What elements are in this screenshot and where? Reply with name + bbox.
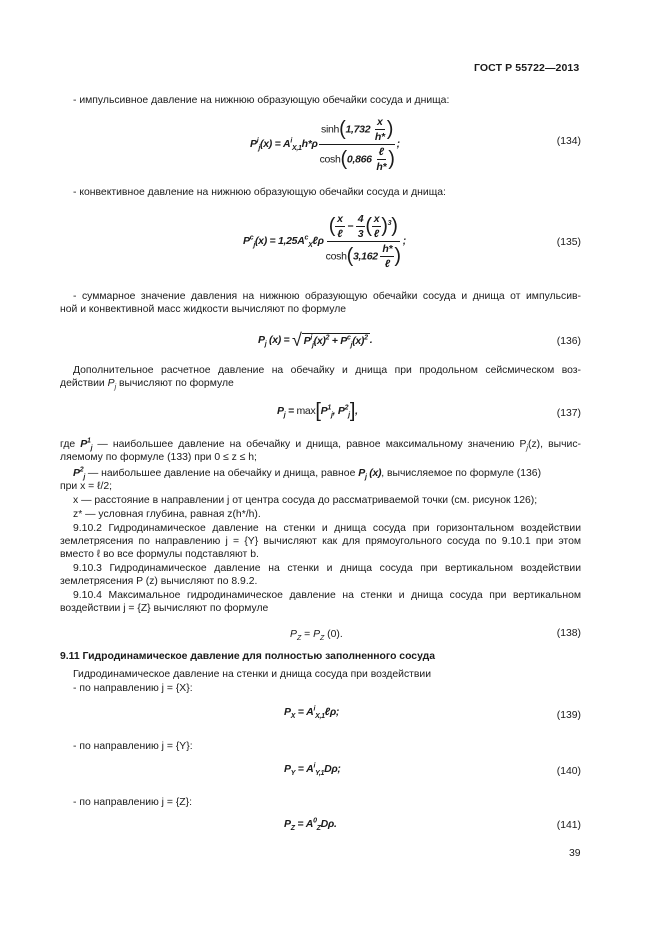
equation-number-136: (136) <box>556 336 581 347</box>
equation-number-135: (135) <box>556 237 581 248</box>
clause-9-10-4-line1: 9.10.4 Максимальное гидродинамическое давление на стенки и днища сосуда при вертикальном <box>73 590 581 601</box>
definition-p2-line1: $P^2_j$ — наибольшее давление на обечайку и днища, равное $P_j$ (x), вычисляемое по формуле (136) <box>73 466 542 482</box>
direction-z: - по направлению j = {Z}: <box>73 797 193 808</box>
equation-136: $P_j$ (x) = √ $P^i_j(x)^2 + P^c_j(x)^2$ . <box>258 329 373 350</box>
paragraph-total-2: ной и конвективной масс жидкости вычисляют по формуле <box>60 304 347 315</box>
equation-number-141: (141) <box>556 820 581 831</box>
clause-9-10-2-line1: 9.10.2 Гидродинамическое давление на стенки и днища сосуда при горизонтальном воздействии <box>73 523 581 534</box>
clause-9-10-3-line1: 9.10.3 Гидродинамическое давление на стенки и днища сосуда при вертикальном воздействии <box>73 563 581 574</box>
clause-9-10-2-line2: землетрясения по направлению j = {Y} вычисляют как для прямоугольного сосуда по 9.10.1 при этом <box>60 536 581 547</box>
equation-139: $P_X$ = $A^i_{X,1}\ell\rho$; <box>284 705 340 721</box>
equation-number-139: (139) <box>556 710 581 721</box>
equation-number-138: (138) <box>556 628 581 639</box>
paragraph-additional-2: действии $P_j$ вычисляют по формуле <box>60 378 234 392</box>
equation-134: $P^i_j(x) = A^i_{X,1}h*\rho$ sinh(1,732 $\frac{x}{h*}$ ) cosh(0,866 $\frac{\text{ℓ}}{h*}$ ) ; <box>250 115 400 173</box>
paragraph-impulsive: - импульсивное давление на нижнюю образующую обечайки сосуда и днища: <box>73 95 450 106</box>
section-title-9-11: 9.11 Гидродинамическое давление для полностью заполненного сосуда <box>60 651 435 662</box>
equation-135: $P^c_j(x)$ = $1,25A^c_X\ell\rho$ ( $\frac{x}{\text{ℓ}}$ − $\frac{4}{3}$ ( $\frac{x}{\text{ℓ}}$ )$^3$) cosh(3,162 $\frac{h*}{\text{ℓ}}$ ) ; <box>243 212 406 270</box>
paragraph-total-1: - суммарное значение давления на нижнюю образующую обечайки сосуда и днища от импульсив- <box>73 291 581 302</box>
page-number: 39 <box>569 848 581 859</box>
equation-number-137: (137) <box>556 408 581 419</box>
definition-x: x — расстояние в направлении j от центра сосуда до рассматриваемой точки (см. рисунок 126); <box>73 495 538 506</box>
standard-header: ГОСТ Р 55722—2013 <box>474 62 580 74</box>
clause-9-10-4-line2: воздействии j = {Z} вычисляют по формуле <box>60 603 269 614</box>
definition-p1-line2: ляемому по формуле (133) при 0 ≤ z ≤ h; <box>60 452 257 463</box>
definition-z: z* — условная глубина, равная z(h*/h). <box>73 509 261 520</box>
equation-140: $P_Y = A^i_{Y,1}D\rho$; <box>284 762 341 778</box>
direction-x: - по направлению j = {X}: <box>73 683 193 694</box>
paragraph-convective: - конвективное давление на нижнюю образующую обечайки сосуда и днища: <box>73 187 446 198</box>
paragraph-additional-1: Дополнительное расчетное давление на обечайку и днища при продольном сейсмическом воз- <box>73 365 581 376</box>
direction-y: - по направлению j = {Y}: <box>73 741 193 752</box>
equation-141: $P_Z = A^0_ZD\rho$. <box>284 817 337 833</box>
clause-9-10-2-line3: вместо ℓ во все формулы подставляют b. <box>60 549 259 560</box>
equation-138: $P_Z = P_Z$ (0). <box>290 629 343 643</box>
paragraph-9-11-intro: Гидродинамическое давление на стенки и днища сосуда при воздействии <box>73 669 432 680</box>
definition-p1-line1: где $P^1_j$ — наибольшее давление на обечайку и днища, равное максимальному значению $P_j(z)$, вычис- <box>60 437 581 453</box>
equation-137: $P_j = \max$ [ $P^1_j$, $P^2_j$ ] , <box>277 399 358 422</box>
equation-number-134: (134) <box>556 136 581 147</box>
definition-p2-line2: при x = ℓ/2; <box>60 481 113 492</box>
clause-9-10-3-line2: землетрясения P (z) вычисляют по 8.9.2. <box>60 576 258 587</box>
equation-number-140: (140) <box>556 766 581 777</box>
